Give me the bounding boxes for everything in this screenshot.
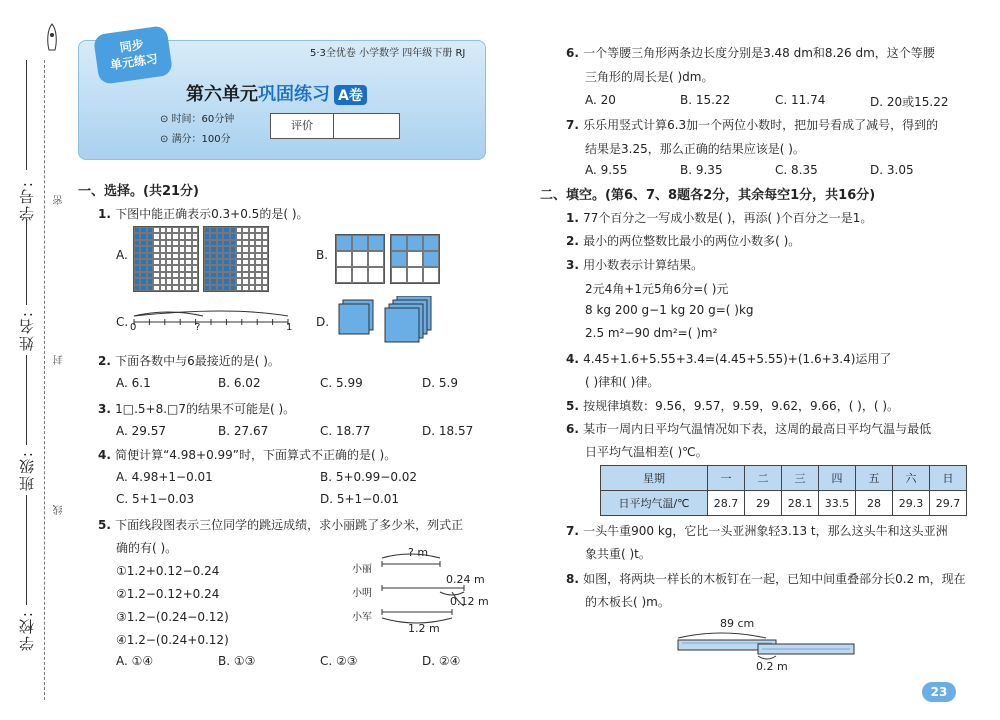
q-number: 5.: [98, 518, 116, 532]
page-number: 23: [922, 682, 956, 702]
q2-option-a[interactable]: A. 6.1: [116, 376, 151, 390]
table-header-cell: 五: [856, 466, 893, 491]
label-0-24m: 0.24 m: [446, 573, 485, 586]
name-label: 姓名:: [18, 310, 36, 352]
table-header-cell: 一: [708, 466, 745, 491]
evaluation-label: 评价: [271, 114, 334, 138]
question-text: 4.45+1.6+5.55+3.4=(4.45+5.55)+(1.6+3.4)运用了: [583, 352, 892, 366]
question-1: [98, 205, 309, 222]
grid-cell: [262, 285, 268, 291]
fill-6-cont: 日平均气温相差( )℃。: [585, 445, 708, 459]
question-text: 乐乐用竖式计算6.3加一个两位小数时，把加号看成了减号，得到的: [583, 118, 939, 132]
q-number: 4.: [98, 448, 116, 462]
q1-option-a-label: A.: [116, 248, 128, 262]
school-label: 学校:: [18, 610, 36, 652]
table-cell: 29.7: [930, 491, 967, 516]
binding-line: [44, 60, 45, 700]
q5-option-a[interactable]: A. ①④: [116, 654, 154, 668]
grid-cell: [368, 235, 384, 251]
grid-cell: [391, 251, 407, 267]
table-cell: 28.1: [782, 491, 819, 516]
q1-option-b-label: B.: [316, 248, 329, 262]
grid-cell: [423, 267, 439, 283]
grid-cell: [423, 235, 439, 251]
score-info: [160, 130, 231, 145]
q-number: 4.: [566, 352, 584, 366]
q-number: 2.: [98, 354, 116, 368]
q3-option-c[interactable]: C. 18.77: [320, 424, 371, 438]
q7-option-a[interactable]: A. 9.55: [585, 163, 628, 177]
fill-4: [566, 350, 891, 367]
q-number: 7.: [566, 524, 584, 538]
grid-cell: [352, 251, 368, 267]
grid-cell: [407, 235, 423, 251]
section-choice-title: 一、选择。(共21分): [78, 184, 199, 199]
seal-mark-xian: 线: [54, 505, 65, 515]
overlap-label: 0.2 m: [756, 660, 788, 673]
q-number: 7.: [566, 118, 584, 132]
q1-option-b-grid-2[interactable]: [390, 234, 440, 284]
grid-cell: [368, 251, 384, 267]
question-7-cont: 结果是3.25，那么正确的结果应该是( )。: [585, 142, 805, 156]
table-cell: 日平均气温/℃: [601, 491, 708, 516]
q6-option-d[interactable]: D. 20或15.22: [870, 95, 949, 109]
score-text: 满分：100分: [171, 134, 231, 145]
q5-expression-2: ②1.2−0.12+0.24: [116, 587, 220, 601]
fill-8: [566, 570, 966, 587]
question-text: 简便计算“4.98+0.99”时，下面算式不正确的是( )。: [115, 448, 397, 462]
time-text: 时间：60分钟: [171, 114, 235, 125]
q3-option-d[interactable]: D. 18.57: [422, 424, 474, 438]
title-badge: A卷: [334, 85, 367, 105]
table-header-cell: 六: [893, 466, 930, 491]
label-unknown-m: ? m: [408, 546, 429, 559]
q5-expression-4: ④1.2−(0.24+0.12): [116, 633, 229, 647]
q7-option-d[interactable]: D. 3.05: [870, 163, 914, 177]
question-6-cont: 三角形的周长是( )dm。: [585, 70, 714, 84]
fill-5: [566, 397, 899, 414]
label-1-2m: 1.2 m: [408, 622, 440, 635]
question-text: 如图，将两块一样长的木板钉在一起，已知中间重叠部分长0.2 m，现在: [583, 572, 966, 586]
seal-mark-mi: 密: [54, 195, 65, 205]
score-icon: ⊙: [160, 134, 172, 145]
question-text: 下面线段图表示三位同学的跳远成绩，求小丽跳了多少米，列式正: [115, 518, 464, 532]
grid-cell: [352, 235, 368, 251]
grid-cell: [423, 251, 439, 267]
page-title: [186, 80, 367, 106]
school-blank[interactable]: [26, 495, 27, 605]
question-6: [566, 44, 935, 61]
fill-4-cont: ( )律和( )律。: [585, 375, 660, 389]
seal-mark-feng: 封: [54, 355, 65, 365]
title-prefix: 第六单元: [186, 84, 258, 105]
fill-7-cont: 象共重( )t。: [585, 547, 651, 561]
fill-7: [566, 522, 948, 539]
binding-margin: [0, 0, 72, 720]
label-xiaoli: 小丽: [352, 564, 372, 575]
grid-cell: [407, 267, 423, 283]
grid-cell: [336, 251, 352, 267]
q1-option-c-label: C.: [116, 315, 129, 329]
class-label: 班级:: [18, 450, 36, 492]
grid-cell: [336, 267, 352, 283]
evaluation-box: [270, 113, 400, 139]
table-cell: 29.3: [893, 491, 930, 516]
table-cell: 33.5: [819, 491, 856, 516]
q2-option-b[interactable]: B. 6.02: [218, 376, 261, 390]
question-text: 一头牛重900 kg，它比一头亚洲象轻3.13 t，那么这头牛和这头亚洲: [583, 524, 948, 538]
student-id-label: 学号:: [18, 180, 36, 222]
grid-cell: [407, 251, 423, 267]
number-line-zero: 0: [130, 322, 137, 333]
table-header-cell: 日: [930, 466, 967, 491]
question-text: 按规律填数：9.56，9.57，9.59，9.62，9.66，( )，( )。: [583, 399, 900, 413]
table-header-cell: 星期: [601, 466, 708, 491]
q1-option-b-grid-1[interactable]: [335, 234, 385, 284]
question-text: 下图中能正确表示0.3+0.5的是( )。: [115, 207, 309, 221]
question-5: [98, 516, 463, 533]
fill-2: [566, 232, 800, 249]
question-text: 最小的两位整数比最小的两位小数多( )。: [583, 234, 801, 248]
q5-expression-3: ③1.2−(0.24−0.12): [116, 610, 229, 624]
ribbon-line-1: 同步: [118, 37, 145, 55]
table-header-row: [601, 466, 967, 491]
grid-cell: [336, 235, 352, 251]
table-cell: 28.7: [708, 491, 745, 516]
fill-3: [566, 256, 703, 273]
student-id-blank[interactable]: [26, 60, 27, 170]
q-number: 2.: [566, 234, 584, 248]
question-7: [566, 116, 938, 133]
question-text: 77个百分之一写成小数是( )，再添( )个百分之一是1。: [583, 211, 873, 225]
question-text: 1□.5+8.□7的结果不可能是( )。: [115, 402, 296, 416]
q6-option-c[interactable]: C. 11.74: [775, 93, 826, 107]
evaluation-field[interactable]: [334, 114, 399, 138]
question-5-cont: 确的有( )。: [116, 541, 178, 555]
plank-length-label: 89 cm: [720, 617, 755, 630]
question-text: 一个等腰三角形两条边长度分别是3.48 dm和8.26 dm，这个等腰: [583, 46, 935, 60]
grid-cell: [352, 267, 368, 283]
label-xiaojun: 小军: [352, 612, 372, 623]
q-number: 3.: [98, 402, 116, 416]
table-cell: 29: [745, 491, 782, 516]
sync-unit-ribbon: [93, 25, 173, 85]
table-header-cell: 三: [782, 466, 819, 491]
q4-option-d[interactable]: D. 5+1−0.01: [320, 492, 399, 506]
time-info: [160, 110, 234, 125]
fill-3-item-3: 2.5 m²−90 dm²=( )m²: [585, 326, 718, 340]
q6-option-b[interactable]: B. 15.22: [680, 93, 731, 107]
q1-option-a-grid-2[interactable]: [203, 226, 269, 292]
q1-option-d-stacked-squares[interactable]: [335, 296, 440, 346]
number-line-one: 1: [286, 322, 293, 333]
question-text: 下面各数中与6最接近的是( )。: [115, 354, 280, 368]
number-line-question: ?: [195, 322, 201, 333]
question-3: [98, 400, 295, 417]
q-number: 5.: [566, 399, 584, 413]
q7-option-b[interactable]: B. 9.35: [680, 163, 723, 177]
question-text: 用小数表示计算结果。: [583, 258, 704, 272]
table-row: [601, 491, 967, 516]
question-text: 某市一周内日平均气温情况如下表，这周的最高日平均气温与最低: [583, 422, 932, 436]
q3-option-b[interactable]: B. 27.67: [218, 424, 269, 438]
grid-cell: [391, 235, 407, 251]
q-number: 6.: [566, 422, 584, 436]
q1-option-d-label: D.: [316, 315, 330, 329]
label-0-12m: 0.12 m: [450, 595, 489, 608]
q5-option-d[interactable]: D. ②④: [422, 654, 461, 668]
table-cell: 28: [856, 491, 893, 516]
q5-option-b[interactable]: B. ①③: [218, 654, 256, 668]
ribbon-line-2: 单元练习: [109, 51, 159, 73]
q-number: 3.: [566, 258, 584, 272]
grid-cell: [192, 285, 198, 291]
rocket-icon: [44, 22, 60, 56]
q4-option-a[interactable]: A. 4.98+1−0.01: [116, 470, 213, 484]
q-number: 6.: [566, 46, 584, 60]
q2-option-d[interactable]: D. 5.9: [422, 376, 458, 390]
temperature-table: [600, 465, 967, 516]
q4-option-c[interactable]: C. 5+1−0.03: [116, 492, 195, 506]
book-meta: 5·3全优卷 小学数学 四年级下册 RJ: [310, 48, 466, 59]
fill-1: [566, 209, 872, 226]
q6-option-a[interactable]: A. 20: [585, 93, 616, 107]
q1-option-a-grid-1[interactable]: [133, 226, 199, 292]
q5-expression-1: ①1.2+0.12−0.24: [116, 564, 220, 578]
fill-3-item-2: 8 kg 200 g−1 kg 20 g=( )kg: [585, 303, 754, 317]
fill-6: [566, 420, 931, 437]
grid-cell: [368, 267, 384, 283]
label-xiaoming: 小明: [352, 588, 372, 599]
table-header-cell: 二: [745, 466, 782, 491]
title-highlight: 巩固练习: [258, 84, 330, 105]
q2-option-c[interactable]: C. 5.99: [320, 376, 363, 390]
name-blank[interactable]: [26, 220, 27, 305]
grid-cell: [391, 267, 407, 283]
fill-8-cont: 的木板长( )m。: [585, 595, 670, 609]
q-number: 1.: [98, 207, 116, 221]
question-4: [98, 446, 396, 463]
q3-option-a[interactable]: A. 29.57: [116, 424, 166, 438]
class-blank[interactable]: [26, 355, 27, 445]
q-number: 8.: [566, 572, 584, 586]
clock-icon: ⊙: [160, 114, 172, 125]
fill-3-item-1: 2元4角+1元5角6分=( )元: [585, 282, 729, 296]
q1-option-c-number-line[interactable]: [128, 304, 298, 340]
q-number: 1.: [566, 211, 584, 225]
table-header-cell: 四: [819, 466, 856, 491]
question-2: [98, 352, 280, 369]
q7-option-c[interactable]: C. 8.35: [775, 163, 818, 177]
q4-option-b[interactable]: B. 5+0.99−0.02: [320, 470, 418, 484]
q5-option-c[interactable]: C. ②③: [320, 654, 358, 668]
section-fill-title: 二、填空。(第6、7、8题各2分，其余每空1分，共16分): [540, 188, 876, 203]
